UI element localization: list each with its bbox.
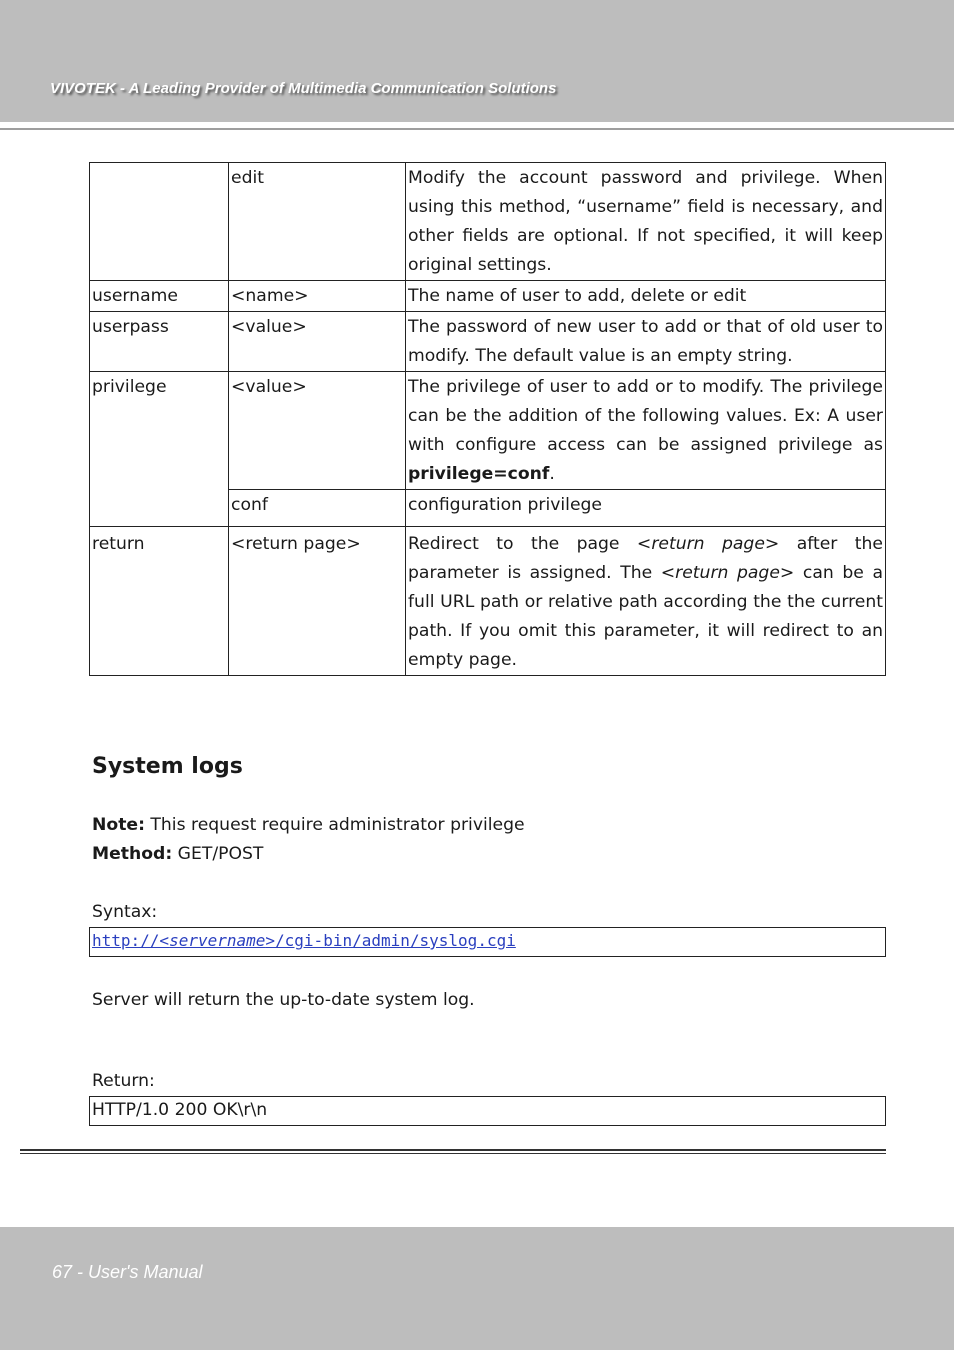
param-value-cell: <value> (229, 312, 406, 372)
desc-text: after the parameter is assigned. The (408, 534, 883, 583)
param-value-cell: edit (229, 163, 406, 281)
param-name-cell: return (90, 527, 229, 676)
param-value-cell: <name> (229, 281, 406, 312)
desc-text: . (549, 464, 555, 484)
header-band (0, 0, 954, 122)
param-name-cell: privilege (90, 372, 229, 527)
desc-text: Redirect to the page (408, 534, 637, 554)
desc-text: can be a full URL path or relative path according the the current path. If you omit this parameter, it will redirect to an empty page. (408, 563, 883, 670)
note-text: This request require administrator privilege (144, 815, 525, 835)
param-desc-cell: configuration privilege (406, 490, 886, 527)
syntax-box (89, 927, 886, 957)
parameter-table (89, 162, 886, 676)
return-box (89, 1096, 886, 1126)
param-name-cell (90, 163, 229, 281)
param-value-cell: <value> (229, 372, 406, 490)
param-name-cell: username (90, 281, 229, 312)
note-label: Note: (92, 815, 145, 835)
table-row (90, 372, 886, 490)
desc-italic-text: <return page> (636, 534, 780, 554)
return-value: HTTP/1.0 200 OK\r\n (92, 1100, 268, 1120)
method-text: GET/POST (172, 844, 264, 864)
footer-band (0, 1227, 954, 1350)
server-return-text: Server will return the up-to-date system log. (92, 990, 475, 1010)
note-line (92, 815, 525, 835)
header-tagline: VIVOTEK - A Leading Provider of Multimedia Communication Solutions (50, 80, 557, 97)
param-value-cell: conf (229, 490, 406, 527)
param-desc-cell (406, 372, 886, 490)
param-value-cell: <return page> (229, 527, 406, 676)
return-label: Return: (92, 1071, 155, 1091)
param-name-cell: userpass (90, 312, 229, 372)
syntax-label: Syntax: (92, 902, 158, 922)
method-line (92, 844, 263, 864)
param-desc-cell: The name of user to add, delete or edit (406, 281, 886, 312)
param-desc-cell: Modify the account password and privilege. When using this method, “username” field is necessary, and other fields are optional. If not specified, it will keep original settings. (406, 163, 886, 281)
table-row (90, 312, 886, 372)
footer-divider (20, 1149, 886, 1151)
table-row (90, 527, 886, 676)
page-number-label: 67 - User's Manual (52, 1262, 203, 1282)
method-label: Method: (92, 844, 173, 864)
table-row (90, 163, 886, 281)
param-desc-cell (406, 527, 886, 676)
syntax-url[interactable]: http://<servername>/cgi-bin/admin/syslog.cgi (92, 931, 516, 950)
desc-italic-text: <return page> (660, 563, 795, 583)
footer-divider-thin (20, 1153, 886, 1154)
table-row (90, 281, 886, 312)
desc-text: The privilege of user to add or to modify. The privilege can be the addition of the following values. Ex: A user with configure access can be assigned privilege as (408, 377, 883, 455)
param-desc-cell: The password of new user to add or that of old user to modify. The default value is an empty string. (406, 312, 886, 372)
desc-bold-text: privilege=conf (408, 464, 550, 484)
header-divider (0, 128, 954, 130)
section-title: System logs (92, 754, 243, 779)
